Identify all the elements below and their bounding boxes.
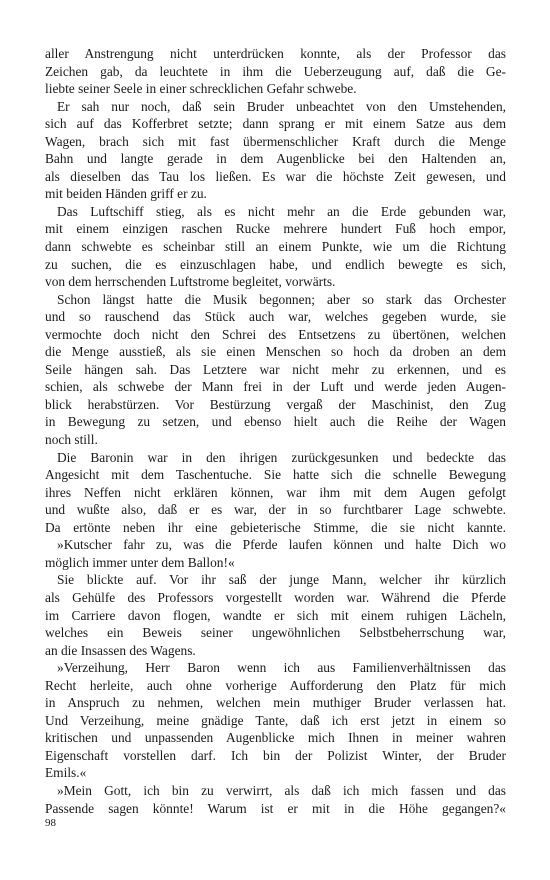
text-line: an die Insassen des Wagens. <box>45 642 196 658</box>
text-line: sich auf das Kofferbret setzte; dann sprang er mit einem Satze aus dem <box>45 116 506 132</box>
text-line: Seile hängen sah. Das Letztere war nicht mehr zu erkennen, und es <box>45 361 506 377</box>
text-line: welches ein Beweis seiner ungewöhnlichen Selbstbeherrschung war, <box>45 625 506 641</box>
text-line: liebte seiner Seele in einer schrecklichen Gefahr schwebe. <box>45 81 357 97</box>
text-line: Angesicht mit dem Taschentuche. Sie hatte sich die schnelle Bewegung <box>45 467 506 483</box>
text-line: aller Anstrengung nicht unterdrücken konnte, als der Professor das <box>45 46 506 61</box>
text-line: blick herabstürzen. Vor Bestürzung vergaß der Maschinist, den Zug <box>45 396 506 412</box>
text-line: und wußte also, daß er es war, der in so furchtbarer Lage schwebte. <box>45 502 506 518</box>
text-line: ihres Neffen nicht erklären können, war ihm mit dem Augen gefolgt <box>45 484 506 500</box>
text-line: in Bewegung zu setzen, und ebenso hielt auch die Reihe der Wagen <box>45 414 506 430</box>
text-line: in Anspruch zu nehmen, welchen mein muthiger Bruder verlassen hat. <box>45 695 506 711</box>
text-line: im Carriere davon flogen, wandte er sich mit einem ruhigen Lächeln, <box>45 607 506 623</box>
text-line: von dem herrschenden Luftstrome begleitet, vorwärts. <box>45 274 336 290</box>
text-line: Recht herleite, auch ohne vorherige Aufforderung den Platz für mich <box>45 677 506 693</box>
body-text <box>45 45 506 817</box>
text-line: möglich immer unter dem Ballon!« <box>45 554 235 570</box>
text-line: Und Verzeihung, meine gnädige Tante, daß ich erst jetzt in einem so <box>45 712 506 728</box>
text-line: Das Luftschiff stieg, als es nicht mehr an die Erde gebunden war, <box>57 203 506 219</box>
text-line: mit einem einzigen raschen Rucke mehrere hundert Fuß hoch empor, <box>45 221 506 237</box>
text-line: und so rauschend das Stück auch war, welches gegeben wurde, sie <box>45 309 506 325</box>
text-line: die Menge ausstieß, als sie einen Menschen so hoch da droben an dem <box>45 344 506 360</box>
text-line: zu suchen, die es einzuschlagen habe, und endlich bewegte es sich, <box>45 256 506 272</box>
text-line: vermochte doch nicht den Schrei des Entsetzens zu übertönen, welchen <box>45 326 506 342</box>
text-line: Bahn und langte gerade in dem Augenblicke bei den Haltenden an, <box>45 151 506 167</box>
text-line: kritischen und unpassenden Augenblicke mich Ihnen in meiner wahren <box>45 730 506 746</box>
text-line: Die Baronin war in den ihrigen zurückgesunken und bedeckte das <box>57 449 506 465</box>
text-line: »Mein Gott, ich bin zu verwirrt, als daß ich mich fassen und das <box>57 782 506 798</box>
text-line: Passende sagen könnte! Warum ist er mit in die Höhe gegangen?« <box>45 800 506 816</box>
text-line: »Kutscher fahr zu, was die Pferde laufen können und halte Dich wo <box>57 537 506 553</box>
text-line: schien, als schwebe der Mann frei in der Luft und werde jeden Augen- <box>45 379 506 395</box>
text-line: als Gehülfe des Professors vorgestellt worden war. Während die Pferde <box>45 589 506 605</box>
text-line: Zeichen gab, da leuchtete in ihm die Ueberzeugung auf, daß die Ge- <box>45 63 506 79</box>
text-line: dann schwebte es scheinbar still an einem Punkte, wie um die Richtung <box>45 239 506 255</box>
text-line: mit beiden Händen griff er zu. <box>45 186 207 202</box>
text-line: »Verzeihung, Herr Baron wenn ich aus Familienverhältnissen das <box>57 660 506 676</box>
text-line: Schon längst hatte die Musik begonnen; aber so stark das Orchester <box>57 291 506 307</box>
text-line: noch still. <box>45 432 98 448</box>
text-line: Er sah nur noch, daß sein Bruder unbeachtet von den Umstehenden, <box>57 98 506 114</box>
text-line: Eigenschaft vorstellen darf. Ich bin der Polizist Winter, der Bruder <box>45 747 506 763</box>
text-line: Da ertönte neben ihr eine gebieterische Stimme, die sie nicht kannte. <box>45 519 506 535</box>
text-line: als dieselben das Tau los ließen. Es war die höchste Zeit gewesen, und <box>45 168 506 184</box>
text-line: Emils.« <box>45 765 87 781</box>
text-line: Wagen, brach sich mit fast übermenschlicher Kraft durch die Menge <box>45 133 506 149</box>
page-number: 98 <box>45 817 56 829</box>
text-line: Sie blickte auf. Vor ihr saß der junge Mann, welcher ihr kürzlich <box>57 572 506 588</box>
